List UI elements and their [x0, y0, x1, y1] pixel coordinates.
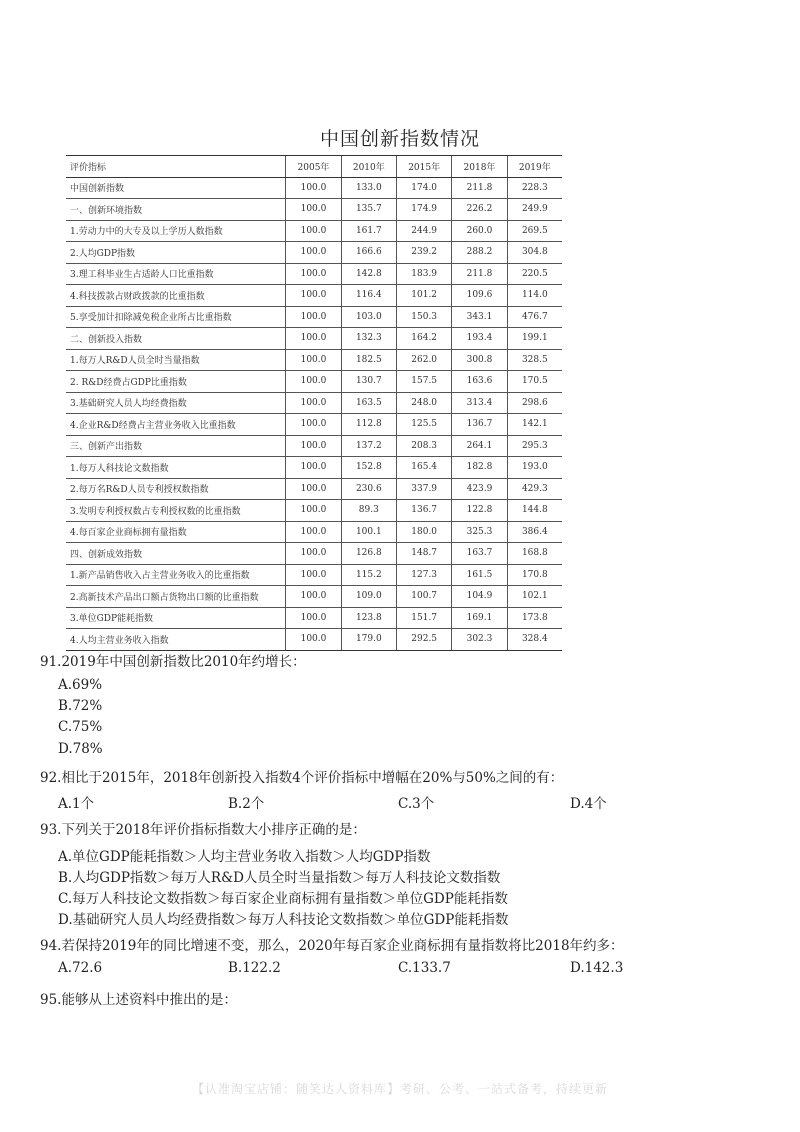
index-value-cell: 100.0	[286, 435, 341, 457]
indicator-name-cell: 3.单位GDP能耗指数	[66, 607, 286, 629]
table-row	[66, 478, 562, 500]
index-value-cell: 169.1	[452, 607, 507, 629]
table-row	[66, 500, 562, 522]
indicator-name-cell: 四、创新成效指数	[66, 543, 286, 565]
indicator-name-cell: 1.劳动力中的大专及以上学历人数指数	[66, 220, 286, 242]
question-91-stem: 91.2019年中国创新指数比2010年约增长：	[40, 654, 306, 670]
index-value-cell: 100.0	[286, 607, 341, 629]
footer-watermark: 【认准淘宝店铺：随笑达人资料库】考研、公考、一站式备考，持续更新	[191, 1082, 608, 1096]
question-92-stem: 92.相比于2015年，2018年创新投入指数4个评价指标中增幅在20%与50%之间的有：	[40, 770, 564, 786]
indicator-name-cell: 中国创新指数	[66, 177, 286, 199]
indicator-name-cell: 4.科技拨款占财政拨款的比重指数	[66, 285, 286, 307]
header-indicator: 评价指标	[66, 156, 286, 178]
index-value-cell: 135.7	[341, 199, 396, 221]
table-row	[66, 629, 562, 651]
question-93-option-c: C.每万人科技论文数指数＞每百家企业商标拥有量指数＞单位GDP能耗指数	[58, 891, 508, 907]
question-95-stem: 95.能够从上述资料中推出的是：	[40, 992, 237, 1008]
question-93-option-a: A.单位GDP能耗指数＞人均主营业务收入指数＞人均GDP指数	[58, 849, 431, 865]
index-value-cell: 174.9	[396, 199, 451, 221]
table-row	[66, 242, 562, 264]
question-91-option-d: D.78%	[58, 741, 103, 757]
indicator-name-cell: 3.基础研究人员人均经费指数	[66, 392, 286, 414]
index-value-cell: 168.8	[507, 543, 562, 565]
index-value-cell: 136.7	[452, 414, 507, 436]
index-value-cell: 182.8	[452, 457, 507, 479]
index-value-cell: 100.0	[286, 285, 341, 307]
index-value-cell: 101.2	[396, 285, 451, 307]
index-value-cell: 100.0	[286, 521, 341, 543]
question-93-option-d: D.基础研究人员人均经费指数＞每万人科技论文数指数＞单位GDP能耗指数	[58, 912, 509, 928]
index-value-cell: 112.8	[341, 414, 396, 436]
index-value-cell: 328.4	[507, 629, 562, 651]
question-93-stem: 93.下列关于2018年评价指标指数大小排序正确的是：	[40, 822, 366, 838]
table-row	[66, 564, 562, 586]
index-value-cell: 152.8	[341, 457, 396, 479]
index-value-cell: 163.6	[452, 371, 507, 393]
question-92-option-a: A.1个	[58, 796, 95, 812]
index-value-cell: 269.5	[507, 220, 562, 242]
indicator-name-cell: 2.高新技术产品出口额占货物出口额的比重指数	[66, 586, 286, 608]
table-row	[66, 414, 562, 436]
index-value-cell: 208.3	[396, 435, 451, 457]
table-row	[66, 177, 562, 199]
question-92-option-c: C.3个	[398, 796, 435, 812]
index-value-cell: 150.3	[396, 306, 451, 328]
header-2015: 2015年	[396, 156, 451, 178]
index-value-cell: 122.8	[452, 500, 507, 522]
index-value-cell: 179.0	[341, 629, 396, 651]
index-value-cell: 211.8	[452, 263, 507, 285]
table-row	[66, 285, 562, 307]
header-2010: 2010年	[341, 156, 396, 178]
index-value-cell: 304.8	[507, 242, 562, 264]
index-value-cell: 100.0	[286, 306, 341, 328]
question-92-option-d: D.4个	[570, 796, 607, 812]
index-table	[66, 155, 562, 651]
index-value-cell: 262.0	[396, 349, 451, 371]
index-value-cell: 132.3	[341, 328, 396, 350]
index-value-cell: 288.2	[452, 242, 507, 264]
index-value-cell: 100.0	[286, 478, 341, 500]
index-value-cell: 423.9	[452, 478, 507, 500]
index-value-cell: 100.0	[286, 328, 341, 350]
table-row	[66, 371, 562, 393]
index-value-cell: 337.9	[396, 478, 451, 500]
index-value-cell: 100.0	[286, 457, 341, 479]
index-value-cell: 144.8	[507, 500, 562, 522]
table-row	[66, 521, 562, 543]
index-value-cell: 100.0	[286, 349, 341, 371]
index-value-cell: 161.7	[341, 220, 396, 242]
header-2005: 2005年	[286, 156, 341, 178]
index-value-cell: 166.6	[341, 242, 396, 264]
indicator-name-cell: 3.理工科毕业生占适龄人口比重指数	[66, 263, 286, 285]
index-value-cell: 100.0	[286, 414, 341, 436]
indicator-name-cell: 2.每万名R&D人员专利授权数指数	[66, 478, 286, 500]
index-value-cell: 103.0	[341, 306, 396, 328]
index-value-cell: 104.9	[452, 586, 507, 608]
index-value-cell: 163.5	[341, 392, 396, 414]
index-value-cell: 125.5	[396, 414, 451, 436]
indicator-name-cell: 三、创新产出指数	[66, 435, 286, 457]
question-94-option-a: A.72.6	[58, 960, 103, 976]
question-91-option-a: A.69%	[58, 677, 103, 693]
index-value-cell: 157.5	[396, 371, 451, 393]
index-value-cell: 100.0	[286, 220, 341, 242]
index-value-cell: 313.4	[452, 392, 507, 414]
index-value-cell: 148.7	[396, 543, 451, 565]
table-row	[66, 543, 562, 565]
index-value-cell: 127.3	[396, 564, 451, 586]
index-value-cell: 211.8	[452, 177, 507, 199]
index-value-cell: 165.4	[396, 457, 451, 479]
index-value-cell: 300.8	[452, 349, 507, 371]
table-row	[66, 328, 562, 350]
question-94-option-d: D.142.3	[570, 960, 624, 976]
table-row	[66, 306, 562, 328]
index-value-cell: 343.1	[452, 306, 507, 328]
indicator-name-cell: 2.人均GDP指数	[66, 242, 286, 264]
table-row	[66, 199, 562, 221]
table-row	[66, 392, 562, 414]
index-value-cell: 193.0	[507, 457, 562, 479]
index-value-cell: 136.7	[396, 500, 451, 522]
index-value-cell: 161.5	[452, 564, 507, 586]
index-value-cell: 226.2	[452, 199, 507, 221]
indicator-name-cell: 1.每万人科技论文数指数	[66, 457, 286, 479]
indicator-name-cell: 4.人均主营业务收入指数	[66, 629, 286, 651]
table-row	[66, 586, 562, 608]
index-value-cell: 142.1	[507, 414, 562, 436]
index-value-cell: 100.0	[286, 371, 341, 393]
index-value-cell: 244.9	[396, 220, 451, 242]
index-value-cell: 142.8	[341, 263, 396, 285]
question-91-option-b: B.72%	[58, 698, 103, 714]
index-value-cell: 163.7	[452, 543, 507, 565]
index-value-cell: 174.0	[396, 177, 451, 199]
index-value-cell: 102.1	[507, 586, 562, 608]
index-value-cell: 295.3	[507, 435, 562, 457]
index-value-cell: 248.0	[396, 392, 451, 414]
index-value-cell: 100.0	[286, 177, 341, 199]
table-row	[66, 220, 562, 242]
index-value-cell: 151.7	[396, 607, 451, 629]
index-value-cell: 328.5	[507, 349, 562, 371]
question-93-option-b: B.人均GDP指数＞每万人R&D人员全时当量指数＞每万人科技论文数指数	[58, 870, 501, 886]
index-value-cell: 100.0	[286, 629, 341, 651]
index-value-cell: 429.3	[507, 478, 562, 500]
index-value-cell: 89.3	[341, 500, 396, 522]
indicator-name-cell: 4.每百家企业商标拥有量指数	[66, 521, 286, 543]
table-row	[66, 263, 562, 285]
indicator-name-cell: 3.发明专利授权数占专利授权数的比重指数	[66, 500, 286, 522]
index-value-cell: 170.5	[507, 371, 562, 393]
table-body	[66, 177, 562, 650]
page-title: 中国创新指数情况	[319, 128, 480, 150]
index-value-cell: 114.0	[507, 285, 562, 307]
index-value-cell: 100.0	[286, 543, 341, 565]
index-value-cell: 130.7	[341, 371, 396, 393]
table-row	[66, 349, 562, 371]
index-value-cell: 170.8	[507, 564, 562, 586]
index-value-cell: 100.0	[286, 199, 341, 221]
indicator-name-cell: 2. R&D经费占GDP比重指数	[66, 371, 286, 393]
table-row	[66, 457, 562, 479]
index-value-cell: 126.8	[341, 543, 396, 565]
index-value-cell: 100.0	[286, 392, 341, 414]
index-value-cell: 180.0	[396, 521, 451, 543]
indicator-name-cell: 1.每万人R&D人员全时当量指数	[66, 349, 286, 371]
indicator-name-cell: 4.企业R&D经费占主营业务收入比重指数	[66, 414, 286, 436]
question-94-stem: 94.若保持2019年的同比增速不变，那么，2020年每百家企业商标拥有量指数将比2018年约多：	[40, 938, 624, 954]
index-value-cell: 100.1	[341, 521, 396, 543]
index-value-cell: 115.2	[341, 564, 396, 586]
table-row	[66, 435, 562, 457]
question-94-option-b: B.122.2	[228, 960, 281, 976]
index-value-cell: 302.3	[452, 629, 507, 651]
index-value-cell: 298.6	[507, 392, 562, 414]
index-value-cell: 109.6	[452, 285, 507, 307]
index-value-cell: 164.2	[396, 328, 451, 350]
question-92-option-b: B.2个	[228, 796, 265, 812]
indicator-name-cell: 二、创新投入指数	[66, 328, 286, 350]
index-value-cell: 183.9	[396, 263, 451, 285]
indicator-name-cell: 一、创新环境指数	[66, 199, 286, 221]
index-value-cell: 100.7	[396, 586, 451, 608]
question-94-option-c: C.133.7	[398, 960, 451, 976]
index-value-cell: 292.5	[396, 629, 451, 651]
table-row	[66, 607, 562, 629]
index-value-cell: 137.2	[341, 435, 396, 457]
index-value-cell: 230.6	[341, 478, 396, 500]
index-value-cell: 264.1	[452, 435, 507, 457]
index-value-cell: 173.8	[507, 607, 562, 629]
index-value-cell: 109.0	[341, 586, 396, 608]
header-2019: 2019年	[507, 156, 562, 178]
index-value-cell: 476.7	[507, 306, 562, 328]
index-value-cell: 260.0	[452, 220, 507, 242]
table-header-row	[66, 156, 562, 178]
index-value-cell: 220.5	[507, 263, 562, 285]
index-value-cell: 133.0	[341, 177, 396, 199]
index-value-cell: 116.4	[341, 285, 396, 307]
index-value-cell: 386.4	[507, 521, 562, 543]
index-value-cell: 249.9	[507, 199, 562, 221]
index-value-cell: 228.3	[507, 177, 562, 199]
index-value-cell: 100.0	[286, 263, 341, 285]
index-value-cell: 193.4	[452, 328, 507, 350]
index-value-cell: 100.0	[286, 242, 341, 264]
index-value-cell: 325.3	[452, 521, 507, 543]
indicator-name-cell: 1.新产品销售收入占主营业务收入的比重指数	[66, 564, 286, 586]
header-2018: 2018年	[452, 156, 507, 178]
index-value-cell: 100.0	[286, 586, 341, 608]
index-value-cell: 239.2	[396, 242, 451, 264]
index-value-cell: 100.0	[286, 564, 341, 586]
index-value-cell: 182.5	[341, 349, 396, 371]
index-value-cell: 199.1	[507, 328, 562, 350]
index-value-cell: 123.8	[341, 607, 396, 629]
indicator-name-cell: 5.享受加计扣除减免税企业所占比重指数	[66, 306, 286, 328]
index-value-cell: 100.0	[286, 500, 341, 522]
question-91-option-c: C.75%	[58, 719, 103, 735]
